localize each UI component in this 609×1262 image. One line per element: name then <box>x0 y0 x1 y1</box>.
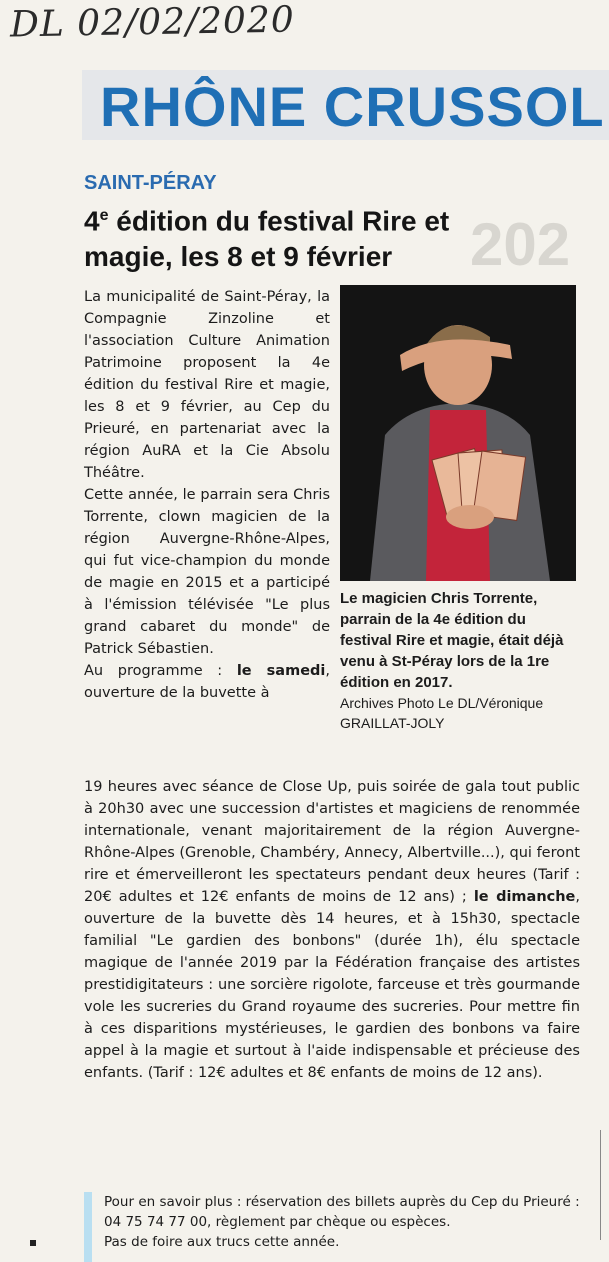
article-location: SAINT-PÉRAY <box>84 172 217 194</box>
article-paragraph-3-start <box>84 660 330 704</box>
headline-number: 4 <box>84 205 100 237</box>
program-saturday-details: 19 heures avec séance de Close Up, puis soirée de gala tout public à 20h30 avec une succession d'artistes et magiciens de renommée internationale, venant majoritairement de la région Auvergne-Rhône-Alpes (Grenoble, Chambéry, Annecy, Albertville...), qui feront rire et émerveilleront les spectateurs pendant deux heures (Tarif : 20€ adultes et 12€ enfants de moins de 12 ans) ; <box>84 779 580 905</box>
magician-photo-illustration <box>340 285 576 581</box>
program-saturday: le samedi <box>236 663 326 679</box>
program-sunday-details: , ouverture de la buvette dès 14 heures, et à 15h30, spectacle familial "Le gardien des bonbons" (durée 1h), élu spectacle magique de l'année 2019 par la Fédération française des artistes prestidigitateurs : une sorcière rigolote, farceuse et très gourmande vole les sucreries du Grand royaume des sucreries. Pour mettre fin à ces disparitions mystérieuses, le gardien des bonbons va faire appel à la magie et surtout à l'aide indispensable et précieuse des enfants. (Tarif : 12€ adultes et 8€ enfants de moins de 12 ans). <box>84 889 581 1081</box>
article-column-left <box>84 286 330 704</box>
background-watermark-text: 202 <box>470 211 571 278</box>
article-photo <box>340 285 576 581</box>
article-headline <box>84 198 514 275</box>
section-banner <box>82 70 609 140</box>
article-paragraph-3-continued <box>84 776 580 1084</box>
info-line-1: Pour en savoir plus : réservation des billets auprès du Cep du Prieuré : 04 75 74 77 00, règlement par chèque ou espèces. <box>104 1194 580 1230</box>
photo-credit: Archives Photo Le DL/Véronique GRAILLAT-JOLY <box>340 695 544 731</box>
article-column-full <box>84 776 580 1084</box>
article-paragraph-1: La municipalité de Saint-Péray, la Compagnie Zinzoline et l'association Culture Animation Patrimoine proposent la 4e édition du festival Rire et magie, les 8 et 9 février, au Cep du Prieuré, en partenariat avec la région AuRA et la Cie Absolu Théâtre. <box>84 289 330 481</box>
program-lead: Au programme : <box>84 663 237 679</box>
headline-text: édition du festival Rire et magie, les 8 et 9 février <box>84 205 450 273</box>
info-box <box>84 1192 580 1262</box>
headline-superscript: e <box>99 207 109 224</box>
scan-dot-mark <box>30 1240 36 1246</box>
caption-text: Le magicien Chris Torrente, parrain de la 4e édition du festival Rire et magie, était déjà venu à St-Péray lors de la 1re édition en 2017. <box>340 590 564 691</box>
handwritten-date-note: DL 02/02/2020 <box>9 0 296 46</box>
page-edge-mark <box>600 1130 609 1240</box>
program-sunday: le dimanche <box>473 889 576 905</box>
article-paragraph-2: Cette année, le parrain sera Chris Torrente, clown magicien de la région Auvergne-Rhône-Alpes, qui fut vice-champion du monde de magie en 2015 et a participé à l'émission télévisée "Le plus grand cabaret du monde" de Patrick Sébastien. <box>84 487 330 657</box>
photo-caption <box>340 588 580 733</box>
program-saturday-text: , ouverture de la buvette à <box>84 663 330 701</box>
section-title: RHÔNE CRUSSOL <box>100 75 605 138</box>
info-line-2: Pas de foire aux trucs cette année. <box>104 1234 340 1250</box>
